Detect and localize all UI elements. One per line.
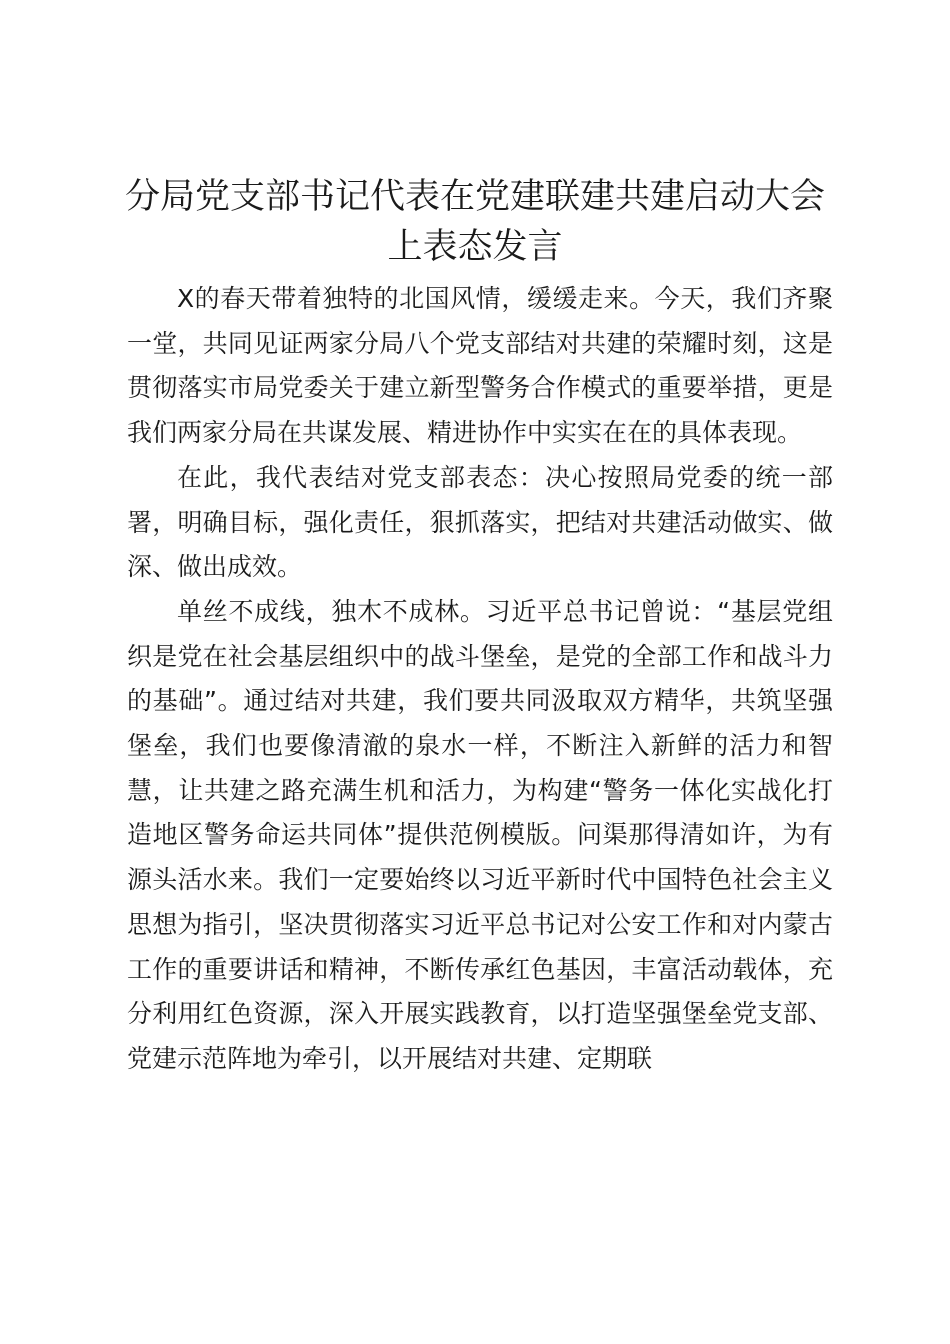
paragraph: 在此，我代表结对党支部表态：决心按照局党委的统一部署，明确目标，强化责任，狠抓落实，把结对共建活动做实、做深、做出成效。 [127, 462, 833, 582]
document-body [127, 277, 833, 1082]
paragraph: 单丝不成线，独木不成林。习近平总书记曾说：“基层党组织是党在社会基层组织中的战斗堡垒，是党的全部工作和战斗力的基础”。通过结对共建，我们要共同汲取双方精华，共筑坚强堡垒，我们也要像清澈的泉水一样，不断注入新鲜的活力和智慧，让共建之路充满生机和活力，为构建“警务一体化实战化打造地区警务命运共同体”提供范例模版。问渠那得清如许，为有源头活水来。我们一定要始终以习近平新时代中国特色社会主义思想为指引，坚决贯彻落实习近平总书记对公安工作和对内蒙古工作的重要讲话和精神，不断传承红色基因，丰富活动载体，充分利用红色资源，深入开展实践教育，以打造坚强堡垒党支部、党建示范阵地为牵引，以开展结对共建、定期联 [127, 596, 833, 1073]
paragraph: X的春天带着独特的北国风情，缓缓走来。今天，我们齐聚一堂，共同见证两家分局八个党支部结对共建的荣耀时刻，这是贯彻落实市局党委关于建立新型警务合作模式的重要举措，更是我们两家分局在共谋发展、精进协作中实实在在的具体表现。 [127, 284, 833, 448]
document-title: 分局党支部书记代表在党建联建共建启动大会上表态发言 [124, 177, 825, 267]
